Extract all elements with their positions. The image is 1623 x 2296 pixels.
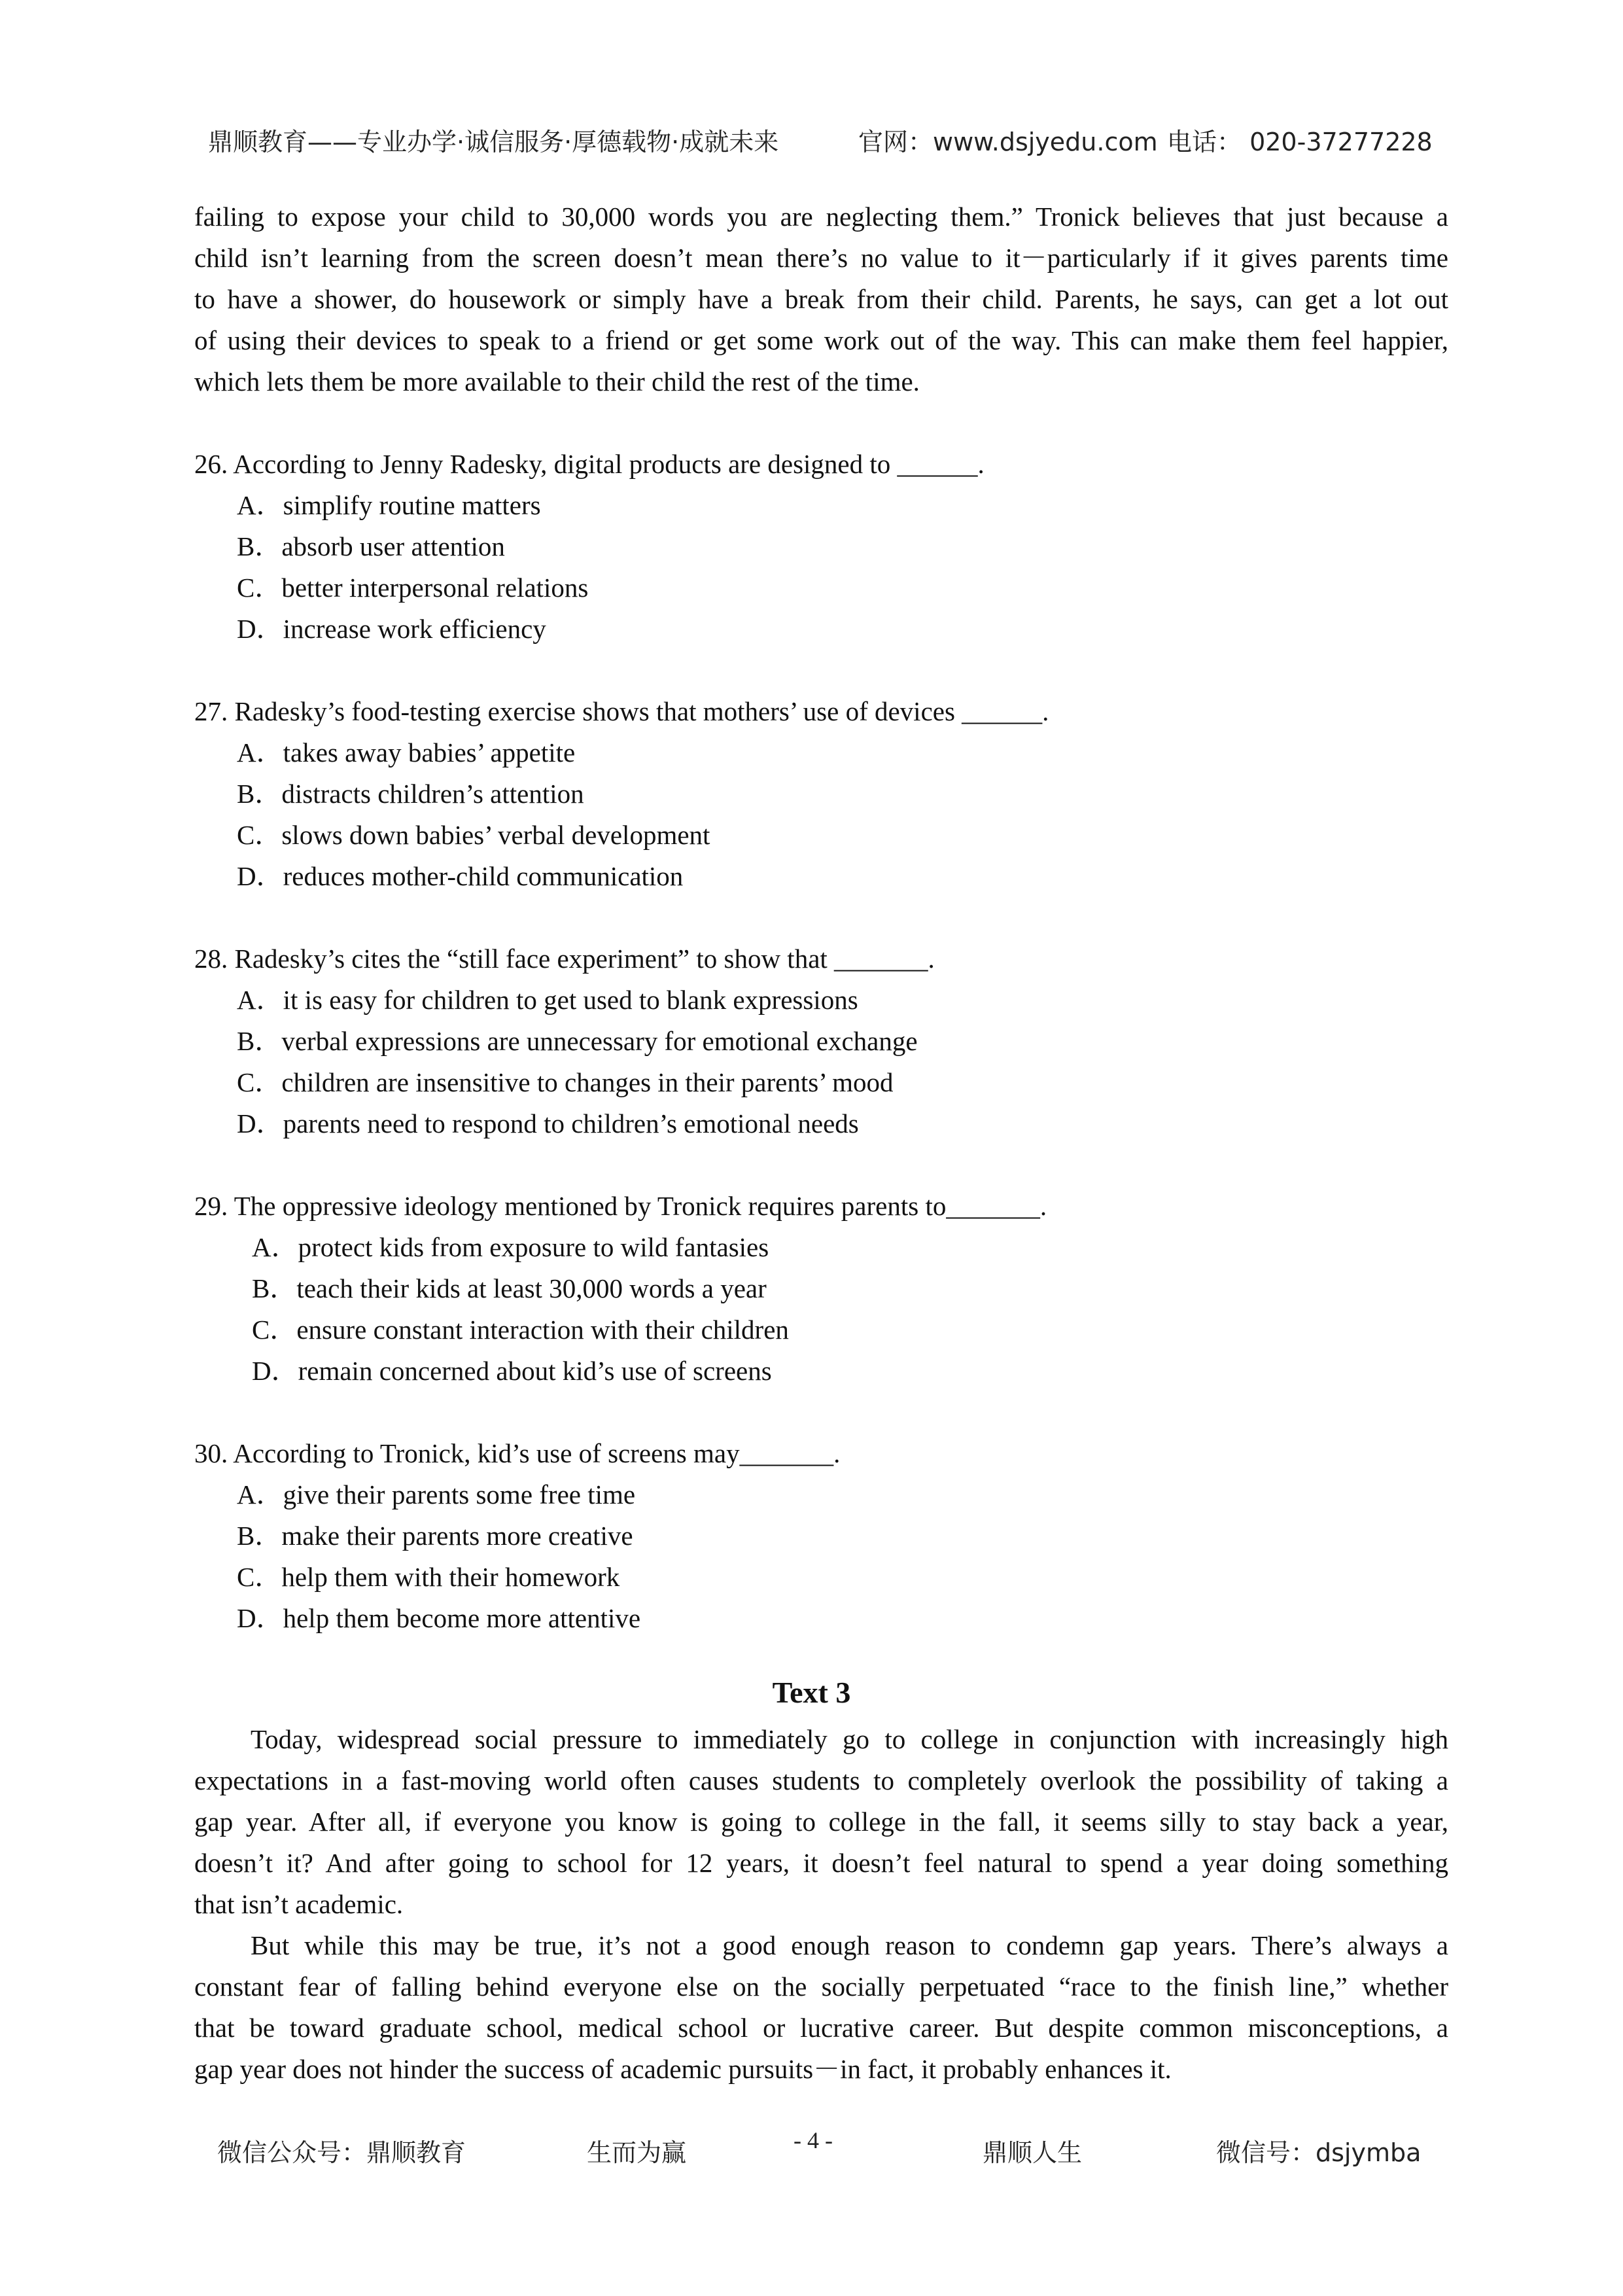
option-b: B．absorb user attention bbox=[237, 531, 505, 561]
option-d: D．parents need to respond to children’s emotional needs bbox=[237, 1108, 859, 1139]
footer-life: 鼎顺人生 bbox=[983, 2138, 1083, 2167]
footer-slogan: 生而为赢 bbox=[587, 2138, 687, 2167]
paragraph-line: child isn’t learning from the screen doesn’t mean there’s no value to it－particularly if it gives parents time bbox=[194, 243, 1448, 273]
header-phone: 电话： 020-37277228 bbox=[1167, 128, 1433, 156]
footer-wechat-id: 微信号：dsjymba bbox=[1216, 2138, 1422, 2167]
option-c: C．better interpersonal relations bbox=[237, 573, 589, 603]
question-27 bbox=[194, 691, 1049, 897]
option-d: D．increase work efficiency bbox=[237, 614, 546, 644]
text3-body bbox=[194, 1719, 1448, 2090]
option-b: B．make their parents more creative bbox=[237, 1521, 633, 1551]
header-website: 官网：www.dsjyedu.com bbox=[858, 128, 1158, 156]
paragraph-line: that isn’t academic. bbox=[194, 1889, 404, 1919]
option-a: A．give their parents some free time bbox=[237, 1479, 636, 1510]
question-stem: 26. According to Jenny Radesky, digital products are designed to ______. bbox=[194, 449, 985, 479]
paragraph-line: But while this may be true, it’s not a good enough reason to condemn gap years. There’s always a bbox=[251, 1930, 1448, 1960]
option-a: A．protect kids from exposure to wild fantasies bbox=[252, 1232, 769, 1262]
option-b: B．teach their kids at least 30,000 words a year bbox=[252, 1273, 767, 1303]
option-a: A．takes away babies’ appetite bbox=[237, 737, 576, 768]
paragraph-line: to have a shower, do housework or simply have a break from their child. Parents, he says, can get a lot out bbox=[194, 284, 1448, 314]
option-c: C．children are insensitive to changes in their parents’ mood bbox=[237, 1067, 894, 1097]
footer-wechat-public: 微信公众号：鼎顺教育 bbox=[217, 2138, 466, 2167]
option-c: C．help them with their homework bbox=[237, 1562, 620, 1592]
header-school-slogan: 鼎顺教育——专业办学·诚信服务·厚德载物·成就未来 bbox=[208, 128, 779, 156]
paragraph-line: constant fear of falling behind everyone else on the socially perpetuated “race to the finish line,” whether bbox=[194, 1971, 1448, 2002]
question-30 bbox=[194, 1433, 840, 1639]
page-number: - 4 - bbox=[794, 2127, 833, 2153]
question-stem: 29. The oppressive ideology mentioned by Tronick requires parents to_______. bbox=[194, 1191, 1047, 1221]
paragraph-line: which lets them be more available to their child the rest of the time. bbox=[194, 366, 920, 397]
option-b: B．verbal expressions are unnecessary for emotional exchange bbox=[237, 1026, 918, 1056]
paragraph-line: gap year. After all, if everyone you know is going to college in the fall, it seems silly to stay back a year, bbox=[194, 1807, 1448, 1837]
option-a: A．simplify routine matters bbox=[237, 490, 541, 520]
option-c: C．ensure constant interaction with their children bbox=[252, 1315, 789, 1345]
question-29 bbox=[194, 1186, 1047, 1392]
option-d: D．remain concerned about kid’s use of screens bbox=[252, 1356, 772, 1386]
paragraph-line: expectations in a fast-moving world often causes students to completely overlook the possibility of taking a bbox=[194, 1765, 1448, 1795]
paragraph-line: gap year does not hinder the success of academic pursuits－in fact, it probably enhances it. bbox=[194, 2054, 1172, 2084]
question-stem: 30. According to Tronick, kid’s use of screens may_______. bbox=[194, 1438, 841, 1468]
option-d: D．help them become more attentive bbox=[237, 1603, 641, 1633]
option-c: C．slows down babies’ verbal development bbox=[237, 820, 710, 850]
paragraph-line: failing to expose your child to 30,000 words you are neglecting them.” Tronick believes that just because a bbox=[194, 202, 1448, 232]
option-b: B．distracts children’s attention bbox=[237, 779, 584, 809]
paragraph-line: that be toward graduate school, medical school or lucrative career. But despite common misconceptions, a bbox=[194, 2013, 1448, 2043]
question-28 bbox=[194, 938, 935, 1144]
paragraph-line: of using their devices to speak to a friend or get some work out of the way. This can make them feel happier, bbox=[194, 325, 1448, 355]
section-title: Text 3 bbox=[772, 1676, 851, 1709]
option-d: D．reduces mother-child communication bbox=[237, 861, 684, 891]
question-26 bbox=[194, 444, 985, 650]
question-stem: 27. Radesky’s food-testing exercise shows that mothers’ use of devices ______. bbox=[194, 696, 1049, 726]
question-stem: 28. Radesky’s cites the “still face experiment” to show that _______. bbox=[194, 944, 935, 974]
option-a: A．it is easy for children to get used to blank expressions bbox=[237, 985, 858, 1015]
paragraph-line: Today, widespread social pressure to immediately go to college in conjunction with increasingly high bbox=[251, 1724, 1448, 1754]
continuation-paragraph bbox=[194, 196, 1448, 402]
paragraph-line: doesn’t it? And after going to school for 12 years, it doesn’t feel natural to spend a year doing something bbox=[194, 1848, 1448, 1878]
